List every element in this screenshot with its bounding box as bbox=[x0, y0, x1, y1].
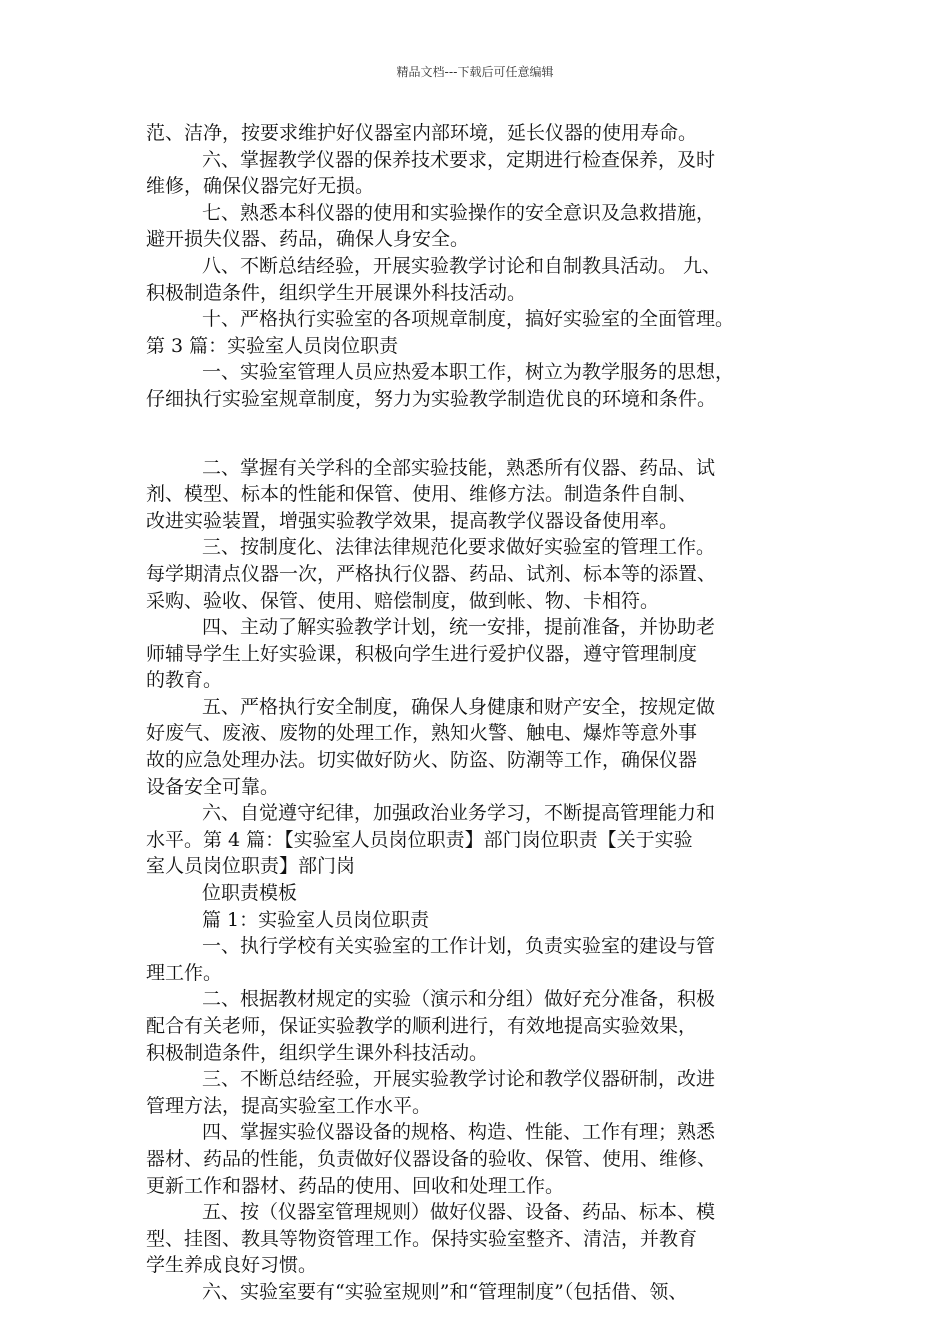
body-line: 二、根据教材规定的实验（演示和分组）做好充分准备，积极 bbox=[202, 988, 716, 1011]
body-line: 积极制造条件，组织学生课外科技活动。 bbox=[146, 1041, 489, 1064]
body-line: 三、按制度化、法律法律规范化要求做好实验室的管理工作。 bbox=[202, 536, 716, 559]
body-line: 十、严格执行实验室的各项规章制度，搞好实验室的全面管理。 bbox=[202, 308, 735, 331]
page-header: 精品文档---下载后可任意编辑 bbox=[396, 65, 554, 79]
body-line: 好废气、废液、废物的处理工作，熟知火警、触电、爆炸等意外事 bbox=[146, 722, 698, 745]
body-line: 仔细执行实验室规章制度，努力为实验教学制造优良的环境和条件。 bbox=[146, 387, 717, 410]
body-line: 积极制造条件，组织学生开展课外科技活动。 bbox=[146, 281, 527, 304]
document-body bbox=[146, 120, 822, 1306]
body-line: 学生养成良好习惯。 bbox=[146, 1254, 318, 1277]
body-line: 一、执行学校有关实验室的工作计划，负责实验室的建设与管 bbox=[202, 935, 716, 958]
body-line: 设备安全可靠。 bbox=[146, 775, 280, 798]
body-line: 配合有关老师，保证实验教学的顺利进行，有效地提高实验效果， bbox=[146, 1015, 698, 1037]
body-line: 型、挂图、教具等物资管理工作。保持实验室整齐、清洁，并教育 bbox=[146, 1227, 698, 1250]
body-line: 范、洁净，按要求维护好仪器室内部环境，延长仪器的使用寿命。 bbox=[146, 122, 698, 144]
body-line: 器材、药品的性能，负责做好仪器设备的验收、保管、使用、维修、 bbox=[146, 1147, 717, 1170]
body-line: 师辅导学生上好实验课，积极向学生进行爱护仪器，遵守管理制度 bbox=[146, 642, 698, 665]
body-line: 理工作。 bbox=[146, 961, 223, 984]
body-line: 故的应急处理办法。切实做好防火、防盗、防潮等工作，确保仪器 bbox=[146, 749, 698, 772]
body-line: 八、不断总结经验，开展实验教学讨论和自制教具活动。 九、 bbox=[202, 254, 722, 277]
body-line: 每学期清点仪器一次，严格执行仪器、药品、试剂、标本等的添置、 bbox=[146, 562, 717, 585]
paragraph-gap bbox=[146, 413, 822, 455]
body-line: 三、不断总结经验，开展实验教学讨论和教学仪器研制，改进 bbox=[202, 1068, 716, 1091]
body-line: 四、掌握实验仪器设备的规格、构造、性能、工作有理；熟悉 bbox=[202, 1121, 716, 1144]
body-line: 室人员岗位职责】部门岗 bbox=[146, 855, 356, 878]
body-line: 剂、模型、标本的性能和保管、使用、维修方法。制造条件自制、 bbox=[146, 483, 698, 506]
body-line: 七、熟悉本科仪器的使用和实验操作的安全意识及急救措施， bbox=[202, 201, 716, 224]
body-line: 更新工作和器材、药品的使用、回收和处理工作。 bbox=[146, 1174, 565, 1197]
body-line: 一、实验室管理人员应热爱本职工作，树立为教学服务的思想， bbox=[202, 361, 735, 384]
section-heading: 第 3 篇：实验室人员岗位职责 bbox=[146, 334, 399, 357]
body-line: 位职责模板 bbox=[202, 882, 298, 905]
body-line: 维修，确保仪器完好无损。 bbox=[146, 175, 375, 198]
body-line: 六、自觉遵守纪律，加强政治业务学习，不断提高管理能力和 bbox=[202, 802, 716, 825]
body-line: 六、掌握教学仪器的保养技术要求，定期进行检查保养，及时 bbox=[202, 148, 716, 171]
body-line: 管理方法，提高实验室工作水平。 bbox=[146, 1094, 432, 1117]
section-heading: 篇 1：实验室人员岗位职责 bbox=[202, 908, 430, 931]
body-line: 避开损失仪器、药品，确保人身安全。 bbox=[146, 228, 470, 251]
body-line: 四、主动了解实验教学计划，统一安排，提前准备，并协助老 bbox=[202, 616, 716, 639]
body-line: 二、掌握有关学科的全部实验技能，熟悉所有仪器、药品、试 bbox=[202, 456, 716, 479]
body-line: 采购、验收、保管、使用、赔偿制度，做到帐、物、卡相符。 bbox=[146, 589, 660, 612]
body-line: 六、实验室要有“实验室规则”和“管理制度”（包括借、领、 bbox=[202, 1280, 688, 1303]
body-line: 五、严格执行安全制度，确保人身健康和财产安全，按规定做 bbox=[202, 695, 716, 718]
body-line: 水平。第 4 篇：【实验室人员岗位职责】部门岗位职责【关于实验 bbox=[146, 828, 693, 851]
body-line: 改进实验装置，增强实验教学效果，提高教学仪器设备使用率。 bbox=[146, 509, 679, 532]
body-line: 的教育。 bbox=[146, 669, 223, 692]
body-line: 五、按（仪器室管理规则）做好仪器、设备、药品、标本、模 bbox=[202, 1201, 716, 1224]
